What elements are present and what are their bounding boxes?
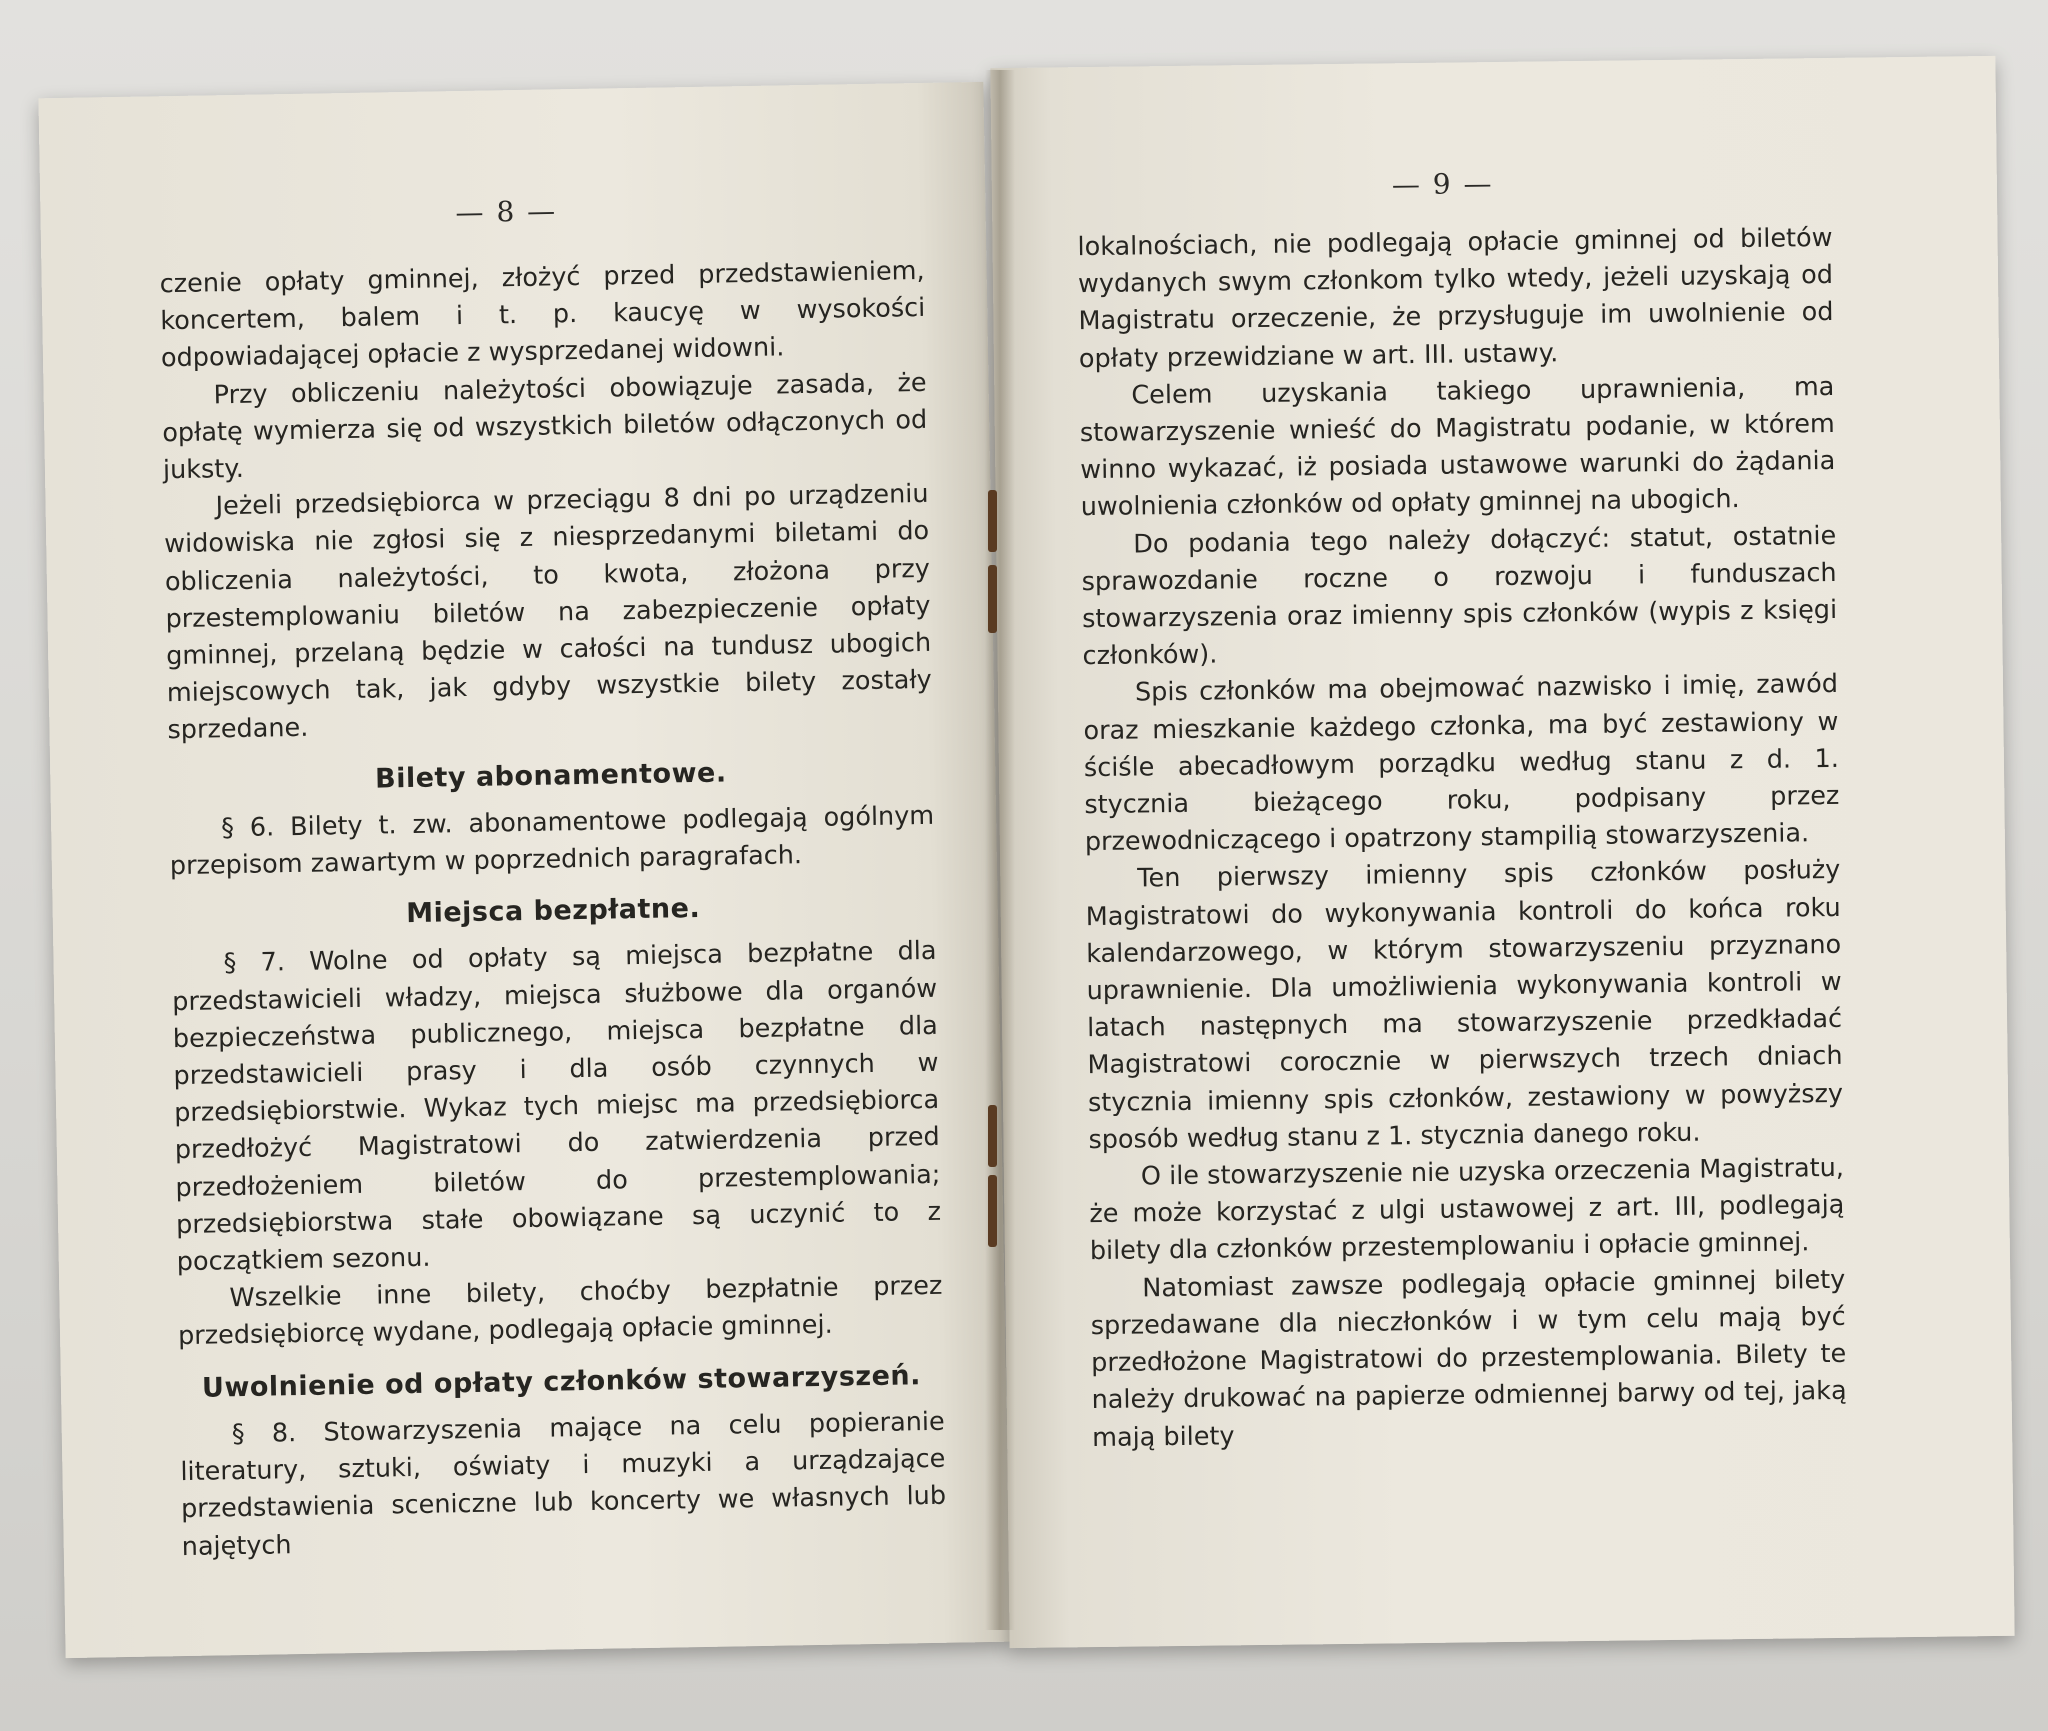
paragraph: czenie opłaty gminnej, złożyć przed przedstawieniem, koncertem, balem i t. p. kaucyę w wysokości odpowiadającej opłacie z wysprzedanej widowni.	[159, 255, 926, 374]
paragraph: Ten pierwszy imienny spis członków posłuży Magistratowi do wykonywania kontroli do końca roku kalendarzowego, w którym stowarzyszeniu przyznano uprawnienie. Dla umożliwienia wykonywania kontroli w latach następnych ma stowarzyszenie przedkładać Magistratowi corocznie w pierwszych trzech dniach stycznia imienny spis członków, zestawiony w powyższy sposób według stanu z 1. stycznia danego roku.	[1085, 855, 1844, 1155]
book-gutter	[985, 70, 1015, 1630]
right-page-body	[1077, 220, 1847, 1457]
paragraph: Celem uzyskania takiego uprawnienia, ma stowarzyszenie wnieść do Magistratu podanie, w którem winno wykazać, iż posiada ustawowe warunki do żądania uwolnienia członków od opłaty gminnej na ubogich.	[1079, 371, 1836, 523]
section-heading: Uwolnienie od opłaty członków stowarzyszeń.	[201, 1359, 922, 1404]
staple	[988, 490, 997, 552]
paragraph: § 6. Bilety t. zw. abonamentowe podlegają ogólnym przepisom zawartym w poprzednich paragrafach.	[169, 800, 935, 882]
staple	[988, 1175, 997, 1247]
paragraph: Natomiast zawsze podlegają opłacie gminnej bilety sprzedawane dla nieczłonków i w tym celu mają być przedłożone Magistratowi do przestemplowania. Bilety te należy drukować na papierze odmiennej barwy od tej, jaką mają bilety	[1090, 1264, 1847, 1453]
paragraph: Spis członków ma obejmować nazwisko i imię, zawód oraz mieszkanie każdego członka, ma być zestawiony w ściśle abecadłowym porządku według stanu z d. 1. stycznia bieżącego roku, podpisany przez przewodniczącego i opatrzony stampilią stowarzyszenia.	[1083, 669, 1840, 858]
paragraph: § 8. Stowarzyszenia mające na celu popieranie literatury, sztuki, oświaty i muzyki a urządzające przedstawienia sceniczne lub koncerty we własnych lub najętych	[180, 1406, 947, 1562]
right-page	[990, 56, 2014, 1648]
left-page	[38, 82, 1010, 1658]
paragraph: lokalnościach, nie podlegają opłacie gminnej od biletów wydanych swym członkom tylko wtedy, jeżeli uzyskają od Magistratu orzeczenie, że przysługuje im uwolnienie od opłaty przewidziane w art. III. ustawy.	[1077, 222, 1834, 374]
section-heading: Bilety abonamentowe.	[374, 757, 727, 795]
paragraph: Do podania tego należy dołączyć: statut, ostatnie sprawozdanie roczne o rozwoju i funduszach stowarzyszenia oraz imienny spis członków (wypis z księgi członków).	[1081, 520, 1838, 672]
left-page-body	[159, 253, 947, 1566]
paragraph: Przy obliczeniu należytości obowiązuje zasada, że opłatę wymierza się od wszystkich biletów odłączonych od juksty.	[162, 367, 928, 486]
section-heading: Miejsca bezpłatne.	[405, 893, 701, 930]
paragraph: Jeżeli przedsiębiorca w przeciągu 8 dni po urządzeniu widowiska nie zgłosi się z niesprzedanymi biletami do obliczenia należytości, to kwota, złożona przy przestemplowaniu biletów na zabezpieczenie opłaty gminnej, przelaną będzie w całości na tundusz ubogich miejscowych tak, jak gdyby wszystkie bilety zostały sprzedane.	[164, 479, 933, 746]
page-number-left: — 8 —	[455, 194, 558, 230]
paragraph: Wszelkie inne bilety, choćby bezpłatnie przez przedsiębiorcę wydane, podlegają opłacie gminnej.	[177, 1271, 943, 1352]
paragraph: § 7. Wolne od opłaty są miejsca bezpłatne dla przedstawicieli władzy, miejsca służbowe dla organów bezpieczeństwa publicznego, miejsca bezpłatne dla przedstawicieli prasy i dla osób czynnych w przedsiębiorstwie. Wykaz tych miejsc ma przedsiębiorca przedłożyć Magistratowi do zatwierdzenia przed przedłożeniem biletów do przestemplowania; przedsiębiorstwa stałe obowiązane są uczynić to z początkiem sezonu.	[171, 936, 942, 1278]
staple	[988, 1105, 997, 1167]
page-number-right: — 9 —	[1391, 167, 1494, 202]
staple	[988, 565, 997, 633]
paragraph: O ile stowarzyszenie nie uzyska orzeczenia Magistratu, że może korzystać z ulgi ustawowej z art. III, podlegają bilety dla członków przestemplowaniu i opłacie gminnej.	[1089, 1152, 1845, 1267]
